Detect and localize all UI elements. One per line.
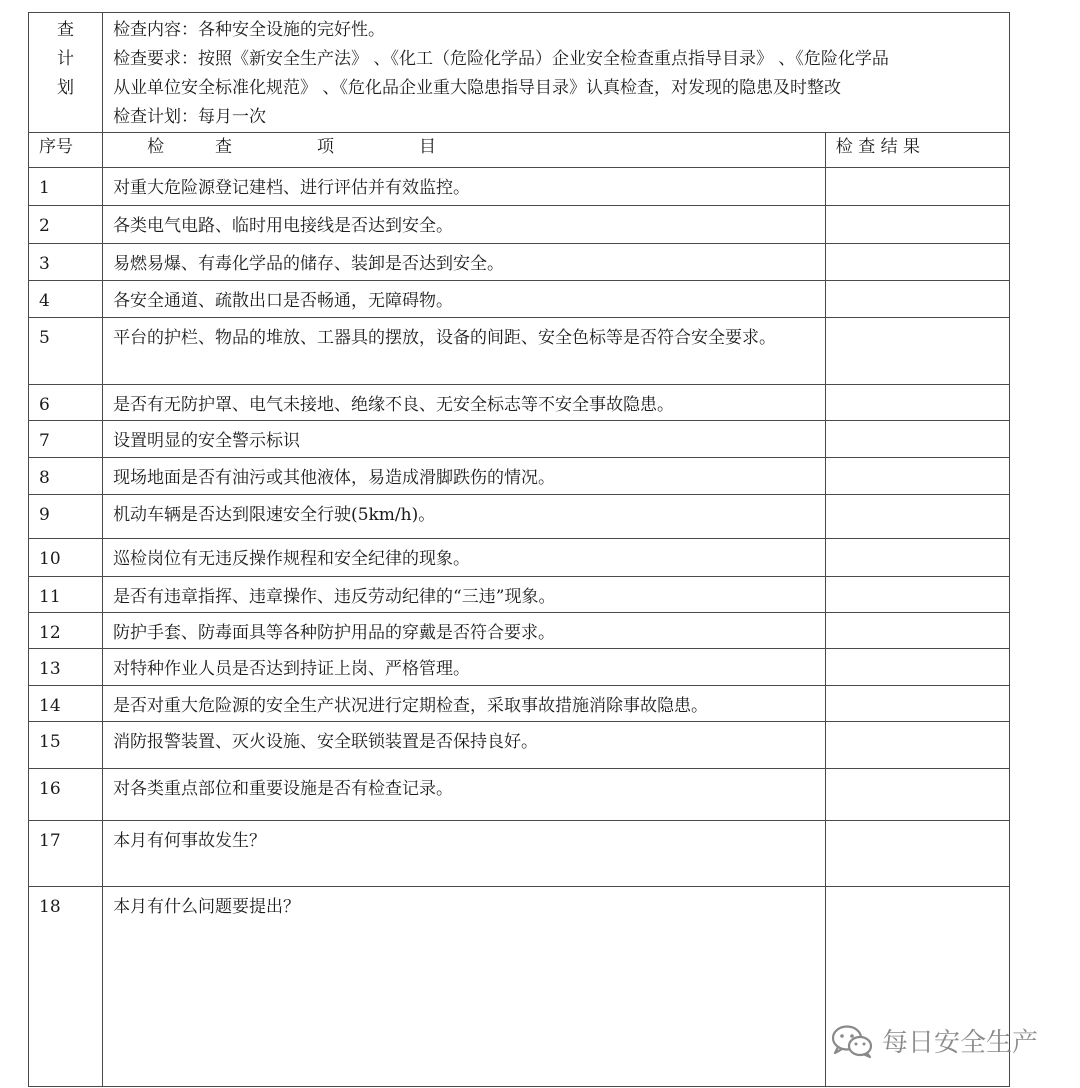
row-number: 16 — [29, 769, 103, 821]
wechat-icon — [830, 1023, 874, 1059]
checklist-table — [28, 12, 1010, 1087]
row-item: 消防报警装置、灭火设施、安全联锁装置是否保持良好。 — [103, 722, 826, 769]
row-result[interactable] — [825, 539, 1009, 577]
row-item: 现场地面是否有油污或其他液体，易造成滑脚跌伤的情况。 — [103, 458, 826, 495]
table-row — [29, 539, 1010, 577]
row-number: 15 — [29, 722, 103, 769]
row-number: 3 — [29, 244, 103, 281]
row-result[interactable] — [825, 769, 1009, 821]
row-result[interactable] — [825, 649, 1009, 686]
plan-label-cell — [29, 13, 103, 133]
checklist-rows — [29, 168, 1010, 1087]
table-row — [29, 495, 1010, 539]
row-result[interactable] — [825, 577, 1009, 613]
row-item: 对重大危险源登记建档、进行评估并有效监控。 — [103, 168, 826, 206]
table-row — [29, 385, 1010, 421]
header-result: 检 查 结 果 — [825, 133, 1009, 168]
row-number: 1 — [29, 168, 103, 206]
row-result[interactable] — [825, 318, 1009, 385]
row-result[interactable] — [825, 722, 1009, 769]
plan-label-char: 计 — [57, 49, 75, 69]
row-number: 9 — [29, 495, 103, 539]
table-row — [29, 613, 1010, 649]
row-result[interactable] — [825, 244, 1009, 281]
row-result[interactable] — [825, 281, 1009, 318]
row-number: 5 — [29, 318, 103, 385]
row-item: 本月有何事故发生？ — [103, 821, 826, 887]
row-item: 是否有违章指挥、违章操作、违反劳动纪律的“三违”现象。 — [103, 577, 826, 613]
row-item: 对各类重点部位和重要设施是否有检查记录。 — [103, 769, 826, 821]
row-item: 机动车辆是否达到限速安全行驶(5km/h)。 — [103, 495, 826, 539]
row-item: 是否有无防护罩、电气未接地、绝缘不良、无安全标志等不安全事故隐患。 — [103, 385, 826, 421]
row-item: 易燃易爆、有毒化学品的储存、装卸是否达到安全。 — [103, 244, 826, 281]
row-item: 平台的护栏、物品的堆放、工器具的摆放，设备的间距、安全色标等是否符合安全要求。 — [103, 318, 826, 385]
table-row — [29, 821, 1010, 887]
row-number: 11 — [29, 577, 103, 613]
row-number: 12 — [29, 613, 103, 649]
row-result[interactable] — [825, 613, 1009, 649]
row-result[interactable] — [825, 821, 1009, 887]
header-row — [29, 133, 1010, 168]
row-result[interactable] — [825, 168, 1009, 206]
plan-schedule-line: 检查计划：每月一次 — [113, 107, 267, 127]
table-row — [29, 686, 1010, 722]
row-number: 4 — [29, 281, 103, 318]
header-no: 序号 — [29, 133, 103, 168]
watermark — [830, 1022, 1038, 1059]
plan-label-char: 查 — [57, 20, 75, 40]
row-number: 17 — [29, 821, 103, 887]
row-number: 18 — [29, 887, 103, 1087]
row-number: 2 — [29, 206, 103, 244]
row-item: 对特种作业人员是否达到持证上岗、严格管理。 — [103, 649, 826, 686]
plan-requirement-line: 检查要求：按照《新安全生产法》 、《化工（危险化学品）企业安全检查重点指导目录》 、《危险化学品 — [113, 49, 889, 69]
row-number: 13 — [29, 649, 103, 686]
plan-label-char: 划 — [57, 78, 75, 98]
watermark-text: 每日安全生产 — [882, 1028, 1039, 1058]
row-number: 8 — [29, 458, 103, 495]
row-item: 各安全通道、疏散出口是否畅通，无障碍物。 — [103, 281, 826, 318]
plan-row — [29, 13, 1010, 133]
plan-body-cell — [103, 13, 1010, 133]
row-result[interactable] — [825, 686, 1009, 722]
row-number: 6 — [29, 385, 103, 421]
row-item: 本月有什么问题要提出？ — [103, 887, 826, 1087]
row-item: 是否对重大危险源的安全生产状况进行定期检查，采取事故措施消除事故隐患。 — [103, 686, 826, 722]
header-item: 检 查 项 目 — [103, 133, 826, 168]
row-result[interactable] — [825, 206, 1009, 244]
row-item: 巡检岗位有无违反操作规程和安全纪律的现象。 — [103, 539, 826, 577]
table-row — [29, 168, 1010, 206]
row-result[interactable] — [825, 495, 1009, 539]
table-row — [29, 649, 1010, 686]
table-row — [29, 281, 1010, 318]
plan-content-line: 检查内容：各种安全设施的完好性。 — [113, 20, 386, 40]
plan-requirement-line-cont: 从业单位安全标准化规范》 、《危化品企业重大隐患指导目录》认真检查，对发现的隐患及时整改 — [113, 78, 841, 98]
table-row — [29, 458, 1010, 495]
row-number: 7 — [29, 421, 103, 458]
inspection-sheet — [28, 12, 1010, 1078]
row-result[interactable] — [825, 385, 1009, 421]
table-row — [29, 421, 1010, 458]
row-item: 设置明显的安全警示标识 — [103, 421, 826, 458]
table-row — [29, 769, 1010, 821]
row-result[interactable] — [825, 458, 1009, 495]
row-number: 14 — [29, 686, 103, 722]
table-row — [29, 577, 1010, 613]
row-item: 各类电气电路、临时用电接线是否达到安全。 — [103, 206, 826, 244]
row-result[interactable] — [825, 421, 1009, 458]
table-row — [29, 318, 1010, 385]
row-item: 防护手套、防毒面具等各种防护用品的穿戴是否符合要求。 — [103, 613, 826, 649]
table-row — [29, 244, 1010, 281]
table-row — [29, 206, 1010, 244]
row-number: 10 — [29, 539, 103, 577]
table-row — [29, 722, 1010, 769]
